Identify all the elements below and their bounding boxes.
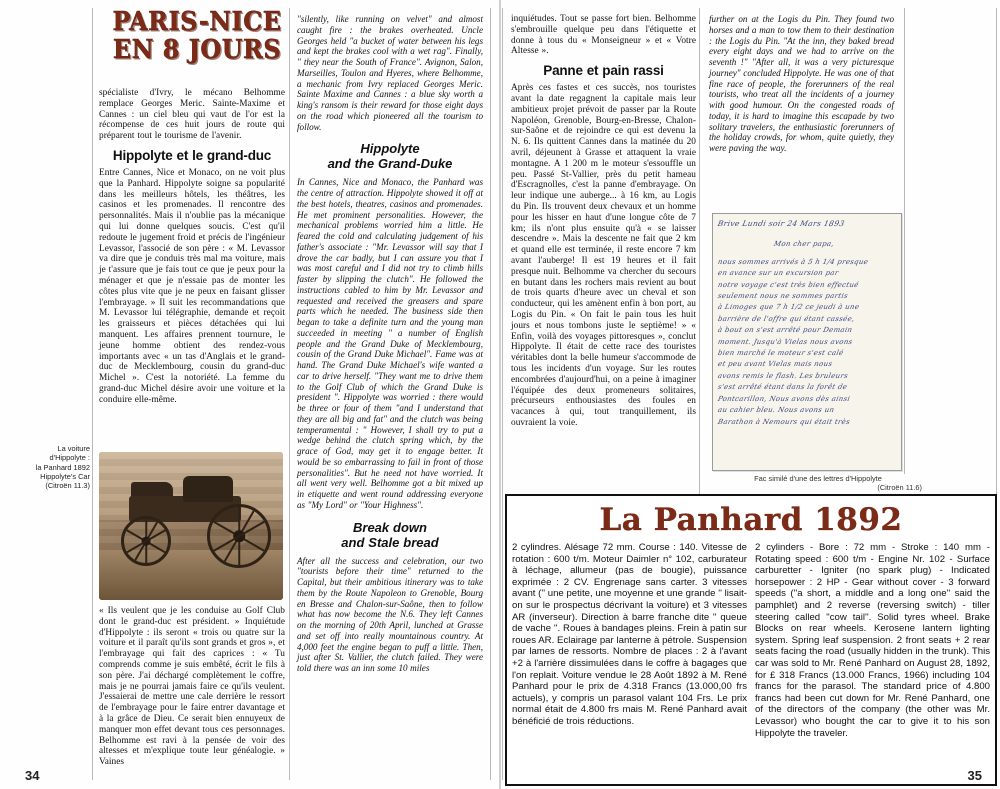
facsimile-caption-credit: (Citroën 11.6) [877,483,922,493]
paragraph-body2-en: After all the success and celebration, our two "tourists before their time" returned to the Capital, but their ambitious itinerary was to take them by the Route Napoleon to Grenoble, Bourg en Bresse and Chalon-sur-Saône, then to follow what has now become the N.6. They left Cannes on the morning of 20th April, lunched at Grasse and set off into really mountainous country. At 4,000 feet the engine began to puff a little. Then, just after St. Vallier, the clutch failed. They were told there was an inn some 10 miles [297,555,483,673]
facsimile-caption-main: Fac similé d'une des lettres d'Hippolyte [754,474,882,483]
masthead-line-1: PARIS-NICE [112,7,282,37]
paragraph-body0-en: "silently, like running on velvet" and almost caught fire : the brakes overheated. Uncle Georges held "a bucket of water between his legs and kept the brakes cool with a wet rag". Finally, " they near the South of France". Avignon, Salon, Marseilles, Toulon and Hyeres, where Belhomme, a mechanic from Ivry replaced Georges Meric. Sainte Maxime and Cannes : a blue sky worth a king's ransom is their reward for those eight days on the road which pioneered all the tourism to follow. [297,14,483,132]
column-rule [92,8,93,780]
letter-line: et peu avant Vielas mais nous [717,360,834,369]
heading2-line-1: Break down [353,519,427,535]
paragraph-body0-fr-right: inquiétudes. Tout se passe fort bien. Belhomme s'embrouille quelque peu dans l'étiquette et donne à tous du « Monseigneur » et « Votre Altesse ». [511,14,696,57]
panhard-spec-columns [512,542,990,739]
heading-line-1: Hippolyte [360,141,420,157]
page-number-right: 35 [967,768,982,783]
article-column-english-right [709,14,894,154]
page-right [500,0,1000,789]
vintage-car-illustration [111,470,271,582]
letter-line: notre voyage c'est très bien effectué [717,280,860,289]
heading-hippolyte-grand-duc: Hippolyte et le grand-duc [112,147,272,163]
paragraph-body1-fr: Entre Cannes, Nice et Monaco, on ne voit plus que la Panhard. Hippolyte soigne sa popularité dans les meilleurs hôtels, les théâtres, les casinos et les promenades. Il rencontre des personnalités. Mais il n'oublie pas la mécanique qui lui donne quelques soucis. C'est qu'il redoute le jugement froid et précis de l'ingénieur Levassor, l'associé de son père : « M. Levassor va dire que je conduis très mal ma voiture, mais je t'assure que je fais tout ce que je peux pour la ménager et que je n'essaie pas de monter les côtes plus vite que je ne peux en faisant glisser l'embrayage. » Il suit les recommandations que M. Levassor lui télégraphie, demande et reçoit les graisseurs et pièces détachées qui lui manquent. Les affaires prennent tournure, le jeune homme obtient des rendez-vous importants avec « un tas d'Anglais et le grand-duc de Mecklembourg, cousin du grand-duc Michel ». C'est la notoriété. La femme du grand-duc Michel désire avoir une voiture et la conduire elle-même. [99,167,285,405]
paragraph-body2-fr: « Ils veulent que je les conduise au Golf Club dont le grand-duc est président. » Inquiétude d'Hippolyte : ils seront « trois ou quatre sur la voiture et il paraît qu'ils sont grands et gros », et l'embrayage qui fait des caprices : « Tu comprends comme je suis embêté, écrit le fils à son père. J'ai déchargé complètement le coffre, mais je ne pourrai jamais faire ce qu'ils veulent. J'essaierai de mettre une cale derrière le ressort de l'embrayage pour le faire entrer davantage et à la grâce de Dieu. Ce serait bien ennuyeux de manquer mon effet devant tous ces personnages. Belhomme est ravi à la pensée de voir des altesses et m'explique toute leur généalogie. » Vaines [99,606,285,768]
letter-line: s'est arrêté étant dans la forêt de [717,383,849,392]
letter-line: seulement nous ne sommes partis [717,292,849,301]
paragraph-intro-fr: spécialiste d'Ivry, le mécano Belhomme remplace Georges Meric. Sainte-Maxime et Cannes : un ciel bleu qui vaut de l'or est la récompense de ces huit jours de route qui préparent tout le tourisme de l'avenir. [99,88,285,142]
column-rule [289,8,290,780]
heading-panne-pain-rassi: Panne et pain rassi [543,63,664,79]
letter-line: Pontcarillon, Nous avons dès ainsi [717,394,851,403]
letter-line: à bout on s'est arrêté pour Demain [717,326,854,335]
car-rear-wheel [207,504,271,568]
masthead-line-2: EN 8 JOURS [112,35,282,65]
letter-line: en avance sur un excursion par [717,269,840,278]
car-seat [183,476,233,502]
facsimile-caption [640,474,996,493]
article-column-french-left [99,88,285,406]
column-rule [490,8,491,780]
article-column-french-left-cont [99,606,285,768]
letter-line: au cahier bleu. Nous avons un [717,406,836,415]
panhard-car-photo [99,452,283,600]
panhard-box-title: La Panhard 1892 [599,502,903,538]
article-column-french-right [511,14,696,429]
letter-line: nous sommes arrivés à 5 h 1/4 presque [717,257,870,266]
column-rule [904,8,905,474]
letter-line: à Limoges que 7 h 1/2 ce jeudi à une [717,303,861,312]
heading-line-2: and the Grand-Duke [327,156,453,172]
panhard-spec-french: 2 cylindres. Alésage 72 mm. Course : 140. Vitesse de rotation : 600 t/m. Moteur Daimler n° 102, carburateur à léchage, allumeur (pas de bougie), puissance exprimée : 2 CV. Engrenage sans carter. 3 vitesses avant ('' une petite, une moyenne et une grande '' lisait-on sur le prospectus décrivant la voiture) et 3 vitesses AR (inverseur). Direction à barre franche dite '' queue de vache ''. Roues à bandages pleins. Frein à patin sur roues AR. Eclairage par lanterne à pétrole. Suspension par lames de ressorts. Nombre de places : 2 à l'avant +2 à l'arrière dissimulées dans le coffre à bagages que l'on replait. Voiture vendue le 28 Août 1892 à M. René Panhard pour le prix de 4.318 Francs (13.000,00 frs actuels), y compris un parasol valant 104 Frs. Le prix normal était de 4.800 frs mais M. René Panhard avait bénéficié de trois réductions. [512,542,747,727]
letter-body-lines [719,257,895,428]
heading2-line-2: and Stale bread [341,534,439,550]
letter-date-line: Brive Lundi soir 24 Mars 1893 [716,219,846,228]
caption-line-2: d'Hippolyte : [49,453,90,463]
letter-line: barrière de l'offre qui étant cassée, [717,314,856,323]
panhard-spec-english: 2 cylinders - Bore : 72 mm - Stroke : 140 mm - Rotating speed : 600 t/m - Engine Nr. 102 - Surface carburetter - Igniter (no spark plug) - Indicated horsepower : 2 HP - Gear without cover - 3 forward speeds (''a short, a middle and a long one'' said the pamphlet) and 2 reverse (reversing switch) - tiller steering called ''cow tail''. Solid tyres wheel. Brake Blocks on rear wheels. Kerosene lantern lighting system. Spring leaf suspension. 2 front seats + 2 rear seats facing the road (usually hidden in the trunk). This car was sold to Mr. René Panhard on August 28, 1892, for £ 318 Francs (13.000 Francs, 1966) including 104 francs for the parasol. The standard price of 4.800 francs had been cut down for Mr. René Panhard, one of the directors of the company (the other was Mr. Levassor) who bought the car to give it to his son Hippolyte the traveler. [755,542,990,739]
facsimile-letter-image [712,213,902,471]
caption-line-3: la Panhard 1892 [35,462,90,472]
letter-line: Barathon à Nemours qui était très [717,417,851,426]
heading-break-down-stale-bread [297,520,483,550]
car-front-wheel [121,516,171,566]
paragraph-body0-en-right: further on at the Logis du Pin. They found two horses and a man to tow them to their destination : the Logis du Pin. "At the inn, they baked bread every eight days and we had to arrive on the seventh !" "After all, it was a very picturesque journey" concluded Hippolyte. He was one of that fine race of people, the forerunners of the real tourists, who treat all the incidents of a journey with good humour. On the congested roads of today, it is hard to imagine this escapade by two solitary travelers, the enthusiastic forerunners of the holiday crowds, for whom, quite quietly, they were paving the way. [709,14,894,153]
photo-caption [4,444,90,490]
article-column-english-left [297,14,483,674]
page-gutter [499,0,501,789]
caption-line-4: Hippolyte's Car [40,471,90,481]
masthead-title [97,8,297,64]
panhard-spec-box [505,494,997,786]
letter-salutation: Mon cher papa, [773,240,835,249]
caption-line-1: La voiture [57,444,90,453]
paragraph-body1-fr-right: Après ces fastes et ces succès, nos touristes avant la date regagnent la capitale mais leur ambitieux projet prévoit de passer par la Route Napoléon, Grenoble, Bourg-en-Bresse, Chalon-sur-Saône et de rejoindre ce qui est devenu la N. 6. Ils quittent Cannes dans la matinée du 20 avril, déjeunent à Grasse et attaquent la vraie montagne. A 1 200 m le moteur s'essouffle un peu. Passé St-Vallier, près du petit hameau d'Escragnolles, c'est la panne d'embrayage. On leur indique une auberge... à 16 km, au Logis du Pin. Ils trouvent deux chevaux et un homme pour les hisser en haut d'une longue côte de 7 km; ils n'ont plus ensuite qu'à « se laisser descendre ». Mais la descente ne fait que 2 km et quand elle est terminée, il reste encore 7 km avant l'auberge! Il est 19 heures et il fait presque nuit. Belhomme va chercher du secours en butant dans les rochers mais revient au bout de trois quarts d'heure avec un cheval et son conducteur, qui les amènent enfin à bon port, au Logis du Pin. « On fait le pain tous les huit jours et nous tombons juste le septième! » « Enfin, voilà des voyages pittoresques », conclut Hippolyte. Il était de cette race des touristes véritables dont la belle humeur s'accommode de tous les incidents d'un voyage. Sur les routes encombrées d'aujourd'hui, on a peine à imaginer l'équipée des deux promeneurs solitaires, précurseurs enthousiastes des foules en vacances à qui, tout tranquillement, ils ouvraient la voie. [511,83,696,428]
column-rule [502,8,503,780]
heading-hippolyte-grand-duke [297,141,483,171]
caption-line-5: (Citroën 11.3) [45,481,90,491]
letter-line: moment. Jusqu'à Vielas nous avons [717,337,854,346]
page-number-left: 34 [25,768,40,783]
paragraph-body1-en: In Cannes, Nice and Monaco, the Panhard was the centre of attraction. Hippolyte showed it off at the best hotels, theatres, casinos and promenades. He met prominent personalities. However, the mechanical problems worried him a little. He feared the cold and calculating judgement of his father's associate : "Mr. Levassor will say that I drove the car badly, but I can assure you that I was most careful and I did not try to climb hills faster by slipping the clutch". He followed the instructions cabled to him by Mr. Levassor and requested and received the greasers and spare parts which he needed. The business side then began to take a definite turn and the young man succeeded in meeting " a number of English people and the Grand Duke of Mecklembourg, cousin of the Grand Duke Michael". Fame was at hand. The Grand Duke Michael's wife wanted a car to drive herself. "They want me to drive them to the Golf Club of which the Grand Duke is president ". Hippolyte was worried : there would be three or four of them "and I understand that they are all big and fat" and the clutch was being temperamental : " However, I shall try to put a wedge behind the clutch spring which, by the grace of God, may get it to engage better. It would be so embarrassing to fail in front of those personalities". But he need not have worried. It all went very well. Belhomme got a bit mixed up in etiquette and went round addressing everyone as "My Lord" or "Your Highness". [297,177,483,510]
letter-line: bien marché le moteur s'est calé [717,349,845,358]
letter-line: avons remis le flash. Les bruleurs [717,371,849,380]
